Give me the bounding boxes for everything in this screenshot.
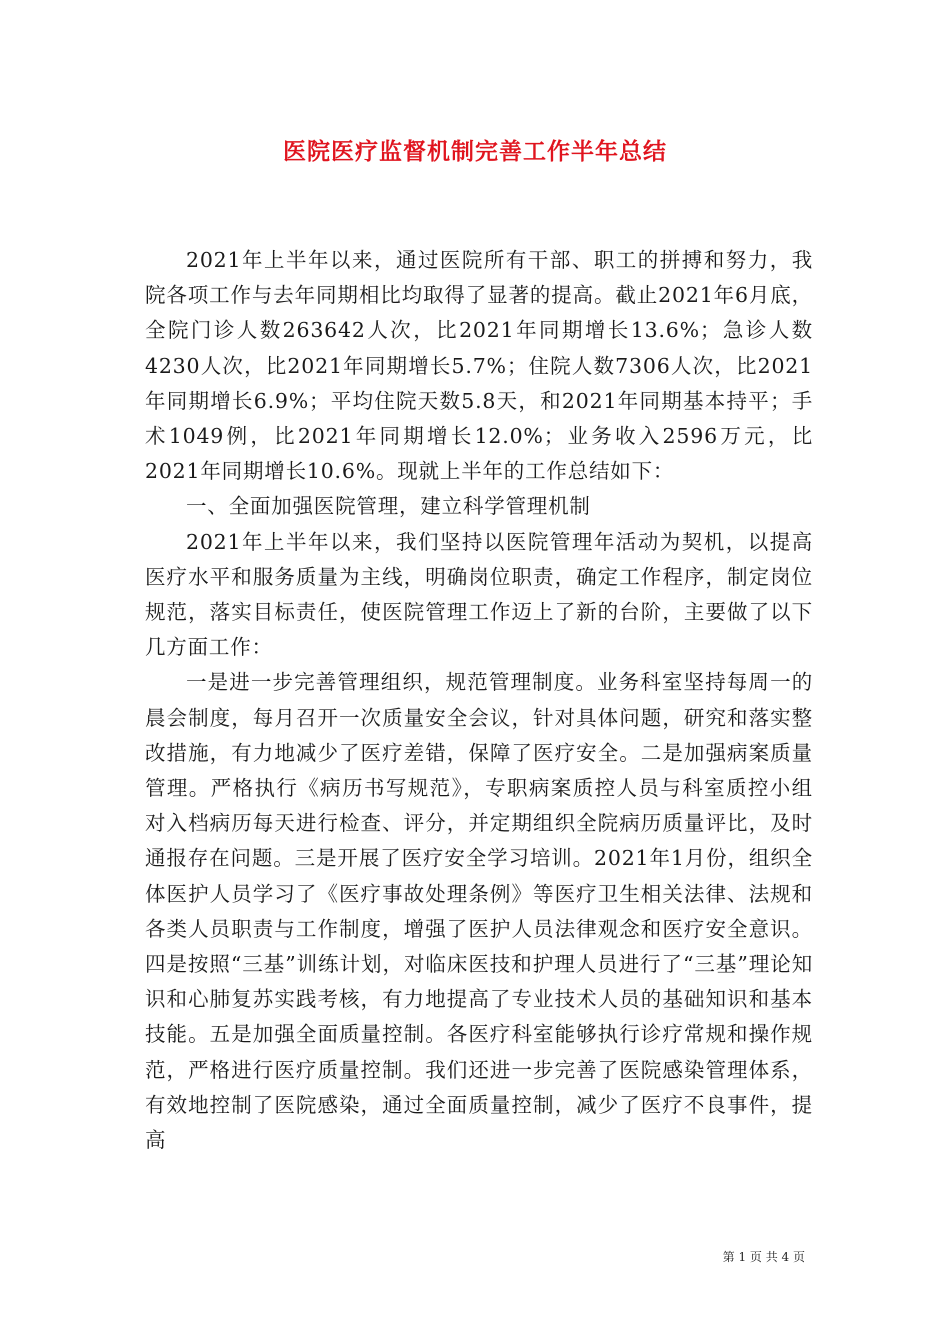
document-body (145, 243, 813, 1158)
page-number-label: 第 1 页 共 4 页 (722, 1250, 805, 1264)
section-heading: 一、全面加强医院管理，建立科学管理机制 (186, 494, 591, 519)
page-footer (723, 1248, 805, 1265)
intro-paragraph: 2021年上半年以来，通过医院所有干部、职工的拼搏和努力，我院各项工作与去年同期相比均取得了显著的提高。截止2021年6月底，全院门诊人数263642人次，比2021年同期增长13.6%；急诊人数4230人次，比2021年同期增长5.7%；住院人数7306人次，比2021年同期增长6.9%；平均住院天数5.8天，和2021年同期基本持平；手术1049例，比2021年同期增长12.0%；业务收入2596万元，比2021年同期增长10.6%。现就上半年的工作总结如下： (145, 248, 813, 484)
section-detail-paragraph: 一是进一步完善管理组织，规范管理制度。业务科室坚持每周一的晨会制度，每月召开一次质量安全会议，针对具体问题，研究和落实整改措施，有力地减少了医疗差错，保障了医疗安全。二是加强病案质量管理。严格执行《病历书写规范》，专职病案质控人员与科室质控小组对入档病历每天进行检查、评分，并定期组织全院病历质量评比，及时通报存在问题。三是开展了医疗安全学习培训。2021年1月份，组织全体医护人员学习了《医疗事故处理条例》等医疗卫生相关法律、法规和各类人员职责与工作制度，增强了医护人员法律观念和医疗安全意识。四是按照“三基”训练计划，对临床医技和护理人员进行了“三基”理论知识和心肺复苏实践考核，有力地提高了专业技术人员的基础知识和基本技能。五是加强全面质量控制。各医疗科室能够执行诊疗常规和操作规范，严格进行医疗质量控制。我们还进一步完善了医院感染管理体系，有效地控制了医院感染，通过全面质量控制，减少了医疗不良事件，提高 (145, 670, 813, 1153)
section-intro-paragraph: 2021年上半年以来，我们坚持以医院管理年活动为契机，以提高医疗水平和服务质量为主线，明确岗位职责，确定工作程序，制定岗位规范，落实目标责任，使医院管理工作迈上了新的台阶，主要做了以下几方面工作： (145, 529, 813, 660)
document-title: 医院医疗监督机制完善工作半年总结 (283, 138, 667, 165)
